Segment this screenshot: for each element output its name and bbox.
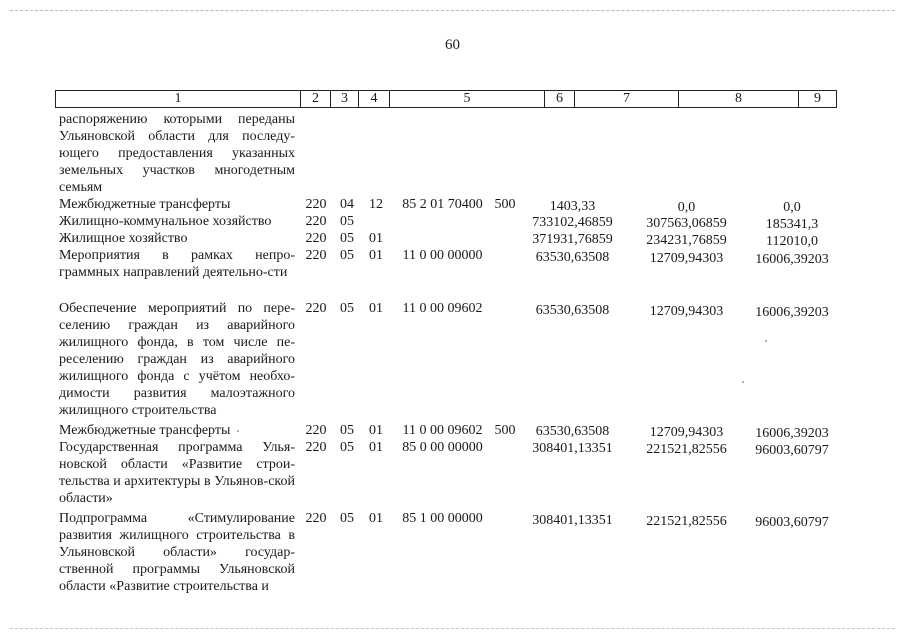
row-name: распоряжению которыми переданы Ульяновской области для последу-ющего предоставления указанных земельных участков многодетным семьям [59, 112, 295, 195]
row-col-9: 96003,60797 [755, 443, 829, 458]
row-col-5: 11 0 00 00000 [402, 248, 483, 263]
row-col-3: 05 [340, 423, 354, 438]
row-col-9: 16006,39203 [755, 426, 829, 441]
row-col-2: 220 [305, 301, 327, 316]
row-col-3: 04 [340, 197, 354, 212]
row-col-8: 221521,82556 [646, 514, 727, 529]
row-name: Обеспечение мероприятий по пере-селению граждан из аварийного жилищного фонда, в том числе пе-реселению граждан из аварийного жилищного фонда с учётом необхо-димости развития малоэтажного жилищного строительства [59, 301, 295, 418]
row-col-3: 05 [340, 440, 354, 455]
row-col-4: 01 [369, 248, 383, 263]
header-col-8: 8 [679, 91, 799, 107]
row-col-3: 05 [340, 301, 354, 316]
row-col-8: 307563,06859 [646, 216, 727, 231]
row-col-3: 05 [340, 511, 354, 526]
row-col-7: 308401,13351 [532, 513, 613, 528]
row-col-9: 0,0 [783, 200, 801, 215]
row-col-8: 12709,94303 [649, 304, 724, 319]
row-name: Межбюджетные трансферты [59, 197, 231, 212]
row-col-8: 12709,94303 [649, 425, 724, 440]
row-col-2: 220 [305, 440, 327, 455]
row-col-8: 221521,82556 [646, 442, 727, 457]
header-col-5: 5 [390, 91, 545, 107]
row-col-9: 16006,39203 [755, 305, 829, 320]
row-col-6: 500 [494, 197, 516, 212]
row-col-4: 01 [369, 423, 383, 438]
header-col-7: 7 [575, 91, 679, 107]
row-col-7: 733102,46859 [532, 215, 613, 230]
scan-speck [742, 381, 744, 383]
row-col-5: 85 1 00 00000 [402, 511, 483, 526]
row-col-7: 371931,76859 [532, 232, 613, 247]
row-col-2: 220 [305, 214, 327, 229]
row-col-5: 11 0 00 09602 [402, 423, 483, 438]
scan-speck [765, 340, 767, 342]
row-col-5: 85 2 01 70400 [402, 197, 483, 212]
row-col-4: 01 [369, 440, 383, 455]
row-col-9: 96003,60797 [755, 515, 829, 530]
row-col-3: 05 [340, 231, 354, 246]
header-col-4: 4 [359, 91, 390, 107]
header-col-6: 6 [545, 91, 575, 107]
row-col-7: 308401,13351 [532, 441, 613, 456]
row-col-2: 220 [305, 423, 327, 438]
row-col-7: 63530,63508 [535, 303, 610, 318]
row-col-9: 185341,3 [765, 217, 819, 232]
scan-bottom-edge [10, 628, 895, 629]
header-col-1: 1 [56, 91, 301, 107]
row-col-6: 500 [494, 423, 516, 438]
scan-speck [237, 430, 239, 432]
row-col-5: 11 0 00 09602 [402, 301, 483, 316]
page-number: 60 [445, 37, 460, 53]
row-col-8: 12709,94303 [649, 251, 724, 266]
row-name: Мероприятия в рамках непро-граммных направлений деятельно-сти [59, 248, 295, 280]
header-col-9: 9 [814, 91, 821, 106]
row-col-8: 0,0 [677, 200, 696, 215]
row-col-4: 01 [369, 301, 383, 316]
row-col-9: 16006,39203 [755, 252, 829, 267]
row-col-4: 01 [369, 511, 383, 526]
row-col-7: 63530,63508 [535, 250, 610, 265]
row-col-3: 05 [340, 214, 354, 229]
row-col-2: 220 [305, 248, 327, 263]
row-col-2: 220 [305, 231, 327, 246]
row-col-9: 112010,0 [766, 234, 818, 249]
row-col-5: 85 0 00 00000 [402, 440, 483, 455]
row-col-8: 234231,76859 [646, 233, 727, 248]
row-name: Жилищно-коммунальное хозяйство [59, 214, 272, 229]
row-col-2: 220 [305, 197, 327, 212]
row-col-2: 220 [305, 511, 327, 526]
row-name: Жилищное хозяйство [59, 231, 188, 246]
header-col-3: 3 [331, 91, 359, 107]
row-col-3: 05 [340, 248, 354, 263]
row-name: Подпрограмма «Стимулирование развития жилищного строительства в Ульяновской области» государ-ственной программы Ульяновской области «Развитие строительства и [59, 511, 295, 594]
row-name: Межбюджетные трансферты [59, 423, 231, 438]
row-col-7: 1403,33 [549, 199, 596, 214]
header-col-2: 2 [301, 91, 331, 107]
row-col-7: 63530,63508 [535, 424, 610, 439]
row-col-4: 12 [369, 197, 383, 212]
row-name: Государственная программа Улья-новской области «Развитие строи-тельства и архитектуры в Ульянов-ской области» [59, 440, 295, 506]
row-col-4: 01 [369, 231, 383, 246]
